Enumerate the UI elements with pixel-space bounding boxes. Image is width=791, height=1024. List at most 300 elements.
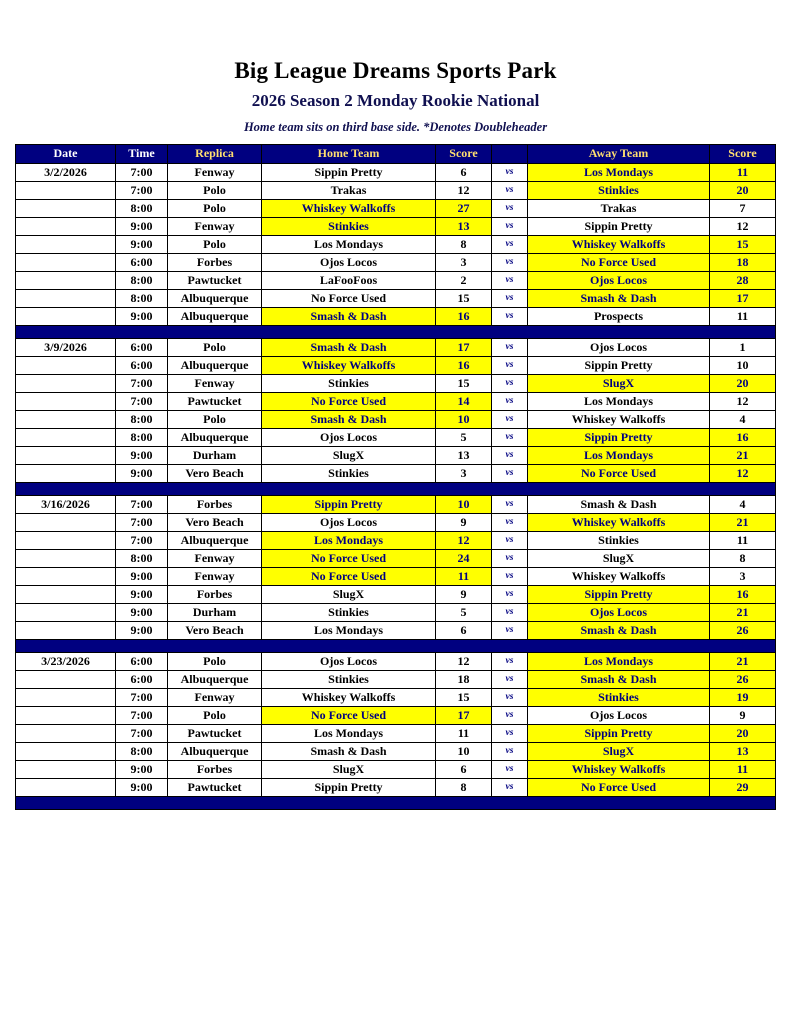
home-score-cell: 9 xyxy=(436,586,492,604)
date-cell xyxy=(16,411,116,429)
away-score-cell: 21 xyxy=(710,447,776,465)
time-cell: 9:00 xyxy=(116,761,168,779)
home-score-cell: 13 xyxy=(436,447,492,465)
home-team-cell: Stinkies xyxy=(262,671,436,689)
home-score-cell: 11 xyxy=(436,568,492,586)
vs-cell: vs xyxy=(492,357,528,375)
game-row xyxy=(16,339,776,357)
home-team-cell: Smash & Dash xyxy=(262,308,436,326)
home-score-cell: 6 xyxy=(436,164,492,182)
date-cell xyxy=(16,532,116,550)
away-score-cell: 4 xyxy=(710,411,776,429)
game-row xyxy=(16,743,776,761)
replica-cell: Forbes xyxy=(168,761,262,779)
home-team-cell: Ojos Locos xyxy=(262,254,436,272)
replica-cell: Albuquerque xyxy=(168,671,262,689)
away-score-cell: 20 xyxy=(710,182,776,200)
game-row xyxy=(16,393,776,411)
vs-cell: vs xyxy=(492,254,528,272)
vs-cell: vs xyxy=(492,532,528,550)
home-team-cell: Sippin Pretty xyxy=(262,779,436,797)
home-team-cell: Whiskey Walkoffs xyxy=(262,689,436,707)
home-team-cell: No Force Used xyxy=(262,707,436,725)
date-cell xyxy=(16,308,116,326)
home-team-cell: Ojos Locos xyxy=(262,653,436,671)
vs-cell: vs xyxy=(492,586,528,604)
column-header-home-team: Home Team xyxy=(262,145,436,164)
replica-cell: Polo xyxy=(168,411,262,429)
away-score-cell: 16 xyxy=(710,586,776,604)
vs-cell: vs xyxy=(492,496,528,514)
home-team-cell: Stinkies xyxy=(262,604,436,622)
home-team-cell: Stinkies xyxy=(262,218,436,236)
replica-cell: Vero Beach xyxy=(168,465,262,483)
home-team-cell: LaFooFoos xyxy=(262,272,436,290)
week-separator-band xyxy=(16,640,776,653)
vs-cell: vs xyxy=(492,447,528,465)
away-score-cell: 11 xyxy=(710,164,776,182)
page-title: Big League Dreams Sports Park xyxy=(234,58,557,83)
replica-cell: Vero Beach xyxy=(168,622,262,640)
week-separator xyxy=(16,483,776,496)
away-team-cell: Stinkies xyxy=(528,182,710,200)
game-row xyxy=(16,568,776,586)
home-score-cell: 5 xyxy=(436,604,492,622)
game-row xyxy=(16,653,776,671)
vs-cell: vs xyxy=(492,164,528,182)
time-cell: 7:00 xyxy=(116,164,168,182)
away-score-cell: 17 xyxy=(710,290,776,308)
column-header-time: Time xyxy=(116,145,168,164)
away-team-cell: Smash & Dash xyxy=(528,290,710,308)
away-score-cell: 26 xyxy=(710,671,776,689)
vs-cell: vs xyxy=(492,236,528,254)
away-team-cell: Whiskey Walkoffs xyxy=(528,761,710,779)
home-team-cell: Smash & Dash xyxy=(262,339,436,357)
replica-cell: Pawtucket xyxy=(168,393,262,411)
column-header-date: Date xyxy=(16,145,116,164)
away-team-cell: SlugX xyxy=(528,375,710,393)
week-separator-band xyxy=(16,326,776,339)
date-cell xyxy=(16,447,116,465)
away-score-cell: 29 xyxy=(710,779,776,797)
date-cell xyxy=(16,272,116,290)
away-team-cell: Stinkies xyxy=(528,689,710,707)
replica-cell: Polo xyxy=(168,182,262,200)
vs-cell: vs xyxy=(492,779,528,797)
time-cell: 8:00 xyxy=(116,290,168,308)
vs-cell: vs xyxy=(492,725,528,743)
vs-cell: vs xyxy=(492,308,528,326)
time-cell: 7:00 xyxy=(116,375,168,393)
replica-cell: Albuquerque xyxy=(168,308,262,326)
column-header-away-team: Away Team xyxy=(528,145,710,164)
time-cell: 9:00 xyxy=(116,568,168,586)
away-team-cell: Trakas xyxy=(528,200,710,218)
page-subtitle: 2026 Season 2 Monday Rookie National xyxy=(251,91,540,110)
vs-cell: vs xyxy=(492,393,528,411)
home-team-cell: Smash & Dash xyxy=(262,743,436,761)
away-team-cell: Los Mondays xyxy=(528,164,710,182)
home-team-cell: Whiskey Walkoffs xyxy=(262,357,436,375)
game-row xyxy=(16,308,776,326)
home-score-cell: 10 xyxy=(436,411,492,429)
time-cell: 6:00 xyxy=(116,339,168,357)
game-row xyxy=(16,429,776,447)
home-score-cell: 12 xyxy=(436,653,492,671)
vs-cell: vs xyxy=(492,218,528,236)
home-team-cell: Ojos Locos xyxy=(262,429,436,447)
home-score-cell: 17 xyxy=(436,339,492,357)
home-score-cell: 8 xyxy=(436,236,492,254)
time-cell: 6:00 xyxy=(116,653,168,671)
away-team-cell: Sippin Pretty xyxy=(528,725,710,743)
game-row xyxy=(16,761,776,779)
away-team-cell: Stinkies xyxy=(528,532,710,550)
time-cell: 9:00 xyxy=(116,465,168,483)
home-team-cell: Stinkies xyxy=(262,375,436,393)
game-row xyxy=(16,447,776,465)
page-note: Home team sits on third base side. *Denotes Doubleheader xyxy=(243,120,548,134)
time-cell: 8:00 xyxy=(116,272,168,290)
column-header-score: Score xyxy=(436,145,492,164)
game-row xyxy=(16,236,776,254)
replica-cell: Fenway xyxy=(168,550,262,568)
home-team-cell: SlugX xyxy=(262,761,436,779)
away-team-cell: Los Mondays xyxy=(528,653,710,671)
week-separator xyxy=(16,326,776,339)
home-team-cell: Whiskey Walkoffs xyxy=(262,200,436,218)
vs-cell: vs xyxy=(492,568,528,586)
home-score-cell: 27 xyxy=(436,200,492,218)
home-score-cell: 6 xyxy=(436,622,492,640)
home-score-cell: 16 xyxy=(436,357,492,375)
game-row xyxy=(16,622,776,640)
vs-cell: vs xyxy=(492,200,528,218)
away-score-cell: 7 xyxy=(710,200,776,218)
week-separator-band xyxy=(16,483,776,496)
home-score-cell: 15 xyxy=(436,375,492,393)
week-separator-band xyxy=(16,797,776,810)
date-cell xyxy=(16,707,116,725)
away-score-cell: 15 xyxy=(710,236,776,254)
vs-cell: vs xyxy=(492,339,528,357)
away-team-cell: Ojos Locos xyxy=(528,339,710,357)
game-row xyxy=(16,182,776,200)
away-score-cell: 4 xyxy=(710,496,776,514)
game-row xyxy=(16,290,776,308)
away-score-cell: 16 xyxy=(710,429,776,447)
home-score-cell: 13 xyxy=(436,218,492,236)
away-score-cell: 20 xyxy=(710,375,776,393)
away-score-cell: 21 xyxy=(710,604,776,622)
replica-cell: Polo xyxy=(168,339,262,357)
date-cell xyxy=(16,218,116,236)
home-score-cell: 18 xyxy=(436,671,492,689)
replica-cell: Durham xyxy=(168,604,262,622)
away-score-cell: 11 xyxy=(710,308,776,326)
replica-cell: Forbes xyxy=(168,254,262,272)
game-row xyxy=(16,411,776,429)
home-score-cell: 12 xyxy=(436,532,492,550)
away-team-cell: Whiskey Walkoffs xyxy=(528,411,710,429)
vs-cell: vs xyxy=(492,689,528,707)
home-team-cell: No Force Used xyxy=(262,393,436,411)
game-row xyxy=(16,707,776,725)
home-score-cell: 11 xyxy=(436,725,492,743)
time-cell: 6:00 xyxy=(116,357,168,375)
away-team-cell: No Force Used xyxy=(528,254,710,272)
vs-cell: vs xyxy=(492,411,528,429)
vs-cell: vs xyxy=(492,707,528,725)
date-cell xyxy=(16,429,116,447)
away-team-cell: Whiskey Walkoffs xyxy=(528,514,710,532)
week-separator xyxy=(16,640,776,653)
replica-cell: Fenway xyxy=(168,568,262,586)
time-cell: 7:00 xyxy=(116,689,168,707)
game-row xyxy=(16,375,776,393)
vs-cell: vs xyxy=(492,290,528,308)
time-cell: 8:00 xyxy=(116,429,168,447)
date-cell xyxy=(16,622,116,640)
home-team-cell: Los Mondays xyxy=(262,725,436,743)
time-cell: 7:00 xyxy=(116,514,168,532)
home-team-cell: No Force Used xyxy=(262,550,436,568)
home-team-cell: Smash & Dash xyxy=(262,411,436,429)
home-score-cell: 10 xyxy=(436,496,492,514)
away-score-cell: 8 xyxy=(710,550,776,568)
away-team-cell: Whiskey Walkoffs xyxy=(528,236,710,254)
date-cell xyxy=(16,375,116,393)
time-cell: 9:00 xyxy=(116,447,168,465)
date-cell xyxy=(16,357,116,375)
away-score-cell: 1 xyxy=(710,339,776,357)
vs-cell: vs xyxy=(492,653,528,671)
away-score-cell: 21 xyxy=(710,514,776,532)
time-cell: 6:00 xyxy=(116,671,168,689)
date-cell xyxy=(16,604,116,622)
time-cell: 9:00 xyxy=(116,604,168,622)
game-row xyxy=(16,550,776,568)
replica-cell: Fenway xyxy=(168,375,262,393)
column-header-score: Score xyxy=(710,145,776,164)
date-cell xyxy=(16,200,116,218)
vs-cell: vs xyxy=(492,465,528,483)
vs-cell: vs xyxy=(492,622,528,640)
home-score-cell: 15 xyxy=(436,689,492,707)
away-team-cell: Smash & Dash xyxy=(528,671,710,689)
game-row xyxy=(16,218,776,236)
week-separator xyxy=(16,797,776,810)
time-cell: 9:00 xyxy=(116,308,168,326)
date-cell xyxy=(16,393,116,411)
game-row xyxy=(16,671,776,689)
away-team-cell: Smash & Dash xyxy=(528,496,710,514)
away-team-cell: Whiskey Walkoffs xyxy=(528,568,710,586)
away-score-cell: 9 xyxy=(710,707,776,725)
date-cell xyxy=(16,689,116,707)
table-header-row xyxy=(16,145,776,164)
replica-cell: Polo xyxy=(168,200,262,218)
replica-cell: Pawtucket xyxy=(168,272,262,290)
away-team-cell: Ojos Locos xyxy=(528,604,710,622)
game-row xyxy=(16,514,776,532)
time-cell: 9:00 xyxy=(116,779,168,797)
time-cell: 8:00 xyxy=(116,550,168,568)
replica-cell: Pawtucket xyxy=(168,779,262,797)
home-team-cell: No Force Used xyxy=(262,568,436,586)
home-team-cell: Sippin Pretty xyxy=(262,496,436,514)
home-team-cell: Trakas xyxy=(262,182,436,200)
game-row xyxy=(16,604,776,622)
away-score-cell: 12 xyxy=(710,465,776,483)
away-team-cell: Los Mondays xyxy=(528,447,710,465)
replica-cell: Forbes xyxy=(168,496,262,514)
replica-cell: Fenway xyxy=(168,218,262,236)
home-score-cell: 12 xyxy=(436,182,492,200)
date-cell xyxy=(16,568,116,586)
away-score-cell: 11 xyxy=(710,761,776,779)
time-cell: 9:00 xyxy=(116,218,168,236)
replica-cell: Albuquerque xyxy=(168,532,262,550)
date-cell: 3/9/2026 xyxy=(16,339,116,357)
table-header xyxy=(16,145,776,164)
date-cell: 3/2/2026 xyxy=(16,164,116,182)
table-body xyxy=(16,164,776,810)
away-team-cell: No Force Used xyxy=(528,465,710,483)
home-score-cell: 10 xyxy=(436,743,492,761)
home-score-cell: 6 xyxy=(436,761,492,779)
away-score-cell: 26 xyxy=(710,622,776,640)
time-cell: 9:00 xyxy=(116,622,168,640)
vs-cell: vs xyxy=(492,375,528,393)
home-score-cell: 17 xyxy=(436,707,492,725)
home-score-cell: 3 xyxy=(436,465,492,483)
date-cell xyxy=(16,465,116,483)
home-score-cell: 16 xyxy=(436,308,492,326)
away-team-cell: Los Mondays xyxy=(528,393,710,411)
home-score-cell: 15 xyxy=(436,290,492,308)
game-row xyxy=(16,779,776,797)
home-score-cell: 24 xyxy=(436,550,492,568)
date-cell xyxy=(16,514,116,532)
home-score-cell: 14 xyxy=(436,393,492,411)
replica-cell: Fenway xyxy=(168,164,262,182)
date-cell xyxy=(16,182,116,200)
away-team-cell: Sippin Pretty xyxy=(528,586,710,604)
away-team-cell: SlugX xyxy=(528,550,710,568)
away-team-cell: Ojos Locos xyxy=(528,707,710,725)
column-header-vs xyxy=(492,145,528,164)
time-cell: 8:00 xyxy=(116,200,168,218)
home-score-cell: 3 xyxy=(436,254,492,272)
vs-cell: vs xyxy=(492,182,528,200)
game-row xyxy=(16,357,776,375)
replica-cell: Durham xyxy=(168,447,262,465)
date-cell: 3/16/2026 xyxy=(16,496,116,514)
date-cell xyxy=(16,290,116,308)
away-score-cell: 10 xyxy=(710,357,776,375)
home-team-cell: SlugX xyxy=(262,586,436,604)
date-cell xyxy=(16,550,116,568)
home-team-cell: SlugX xyxy=(262,447,436,465)
away-team-cell: SlugX xyxy=(528,743,710,761)
home-score-cell: 8 xyxy=(436,779,492,797)
column-header-replica: Replica xyxy=(168,145,262,164)
away-team-cell: Ojos Locos xyxy=(528,272,710,290)
home-team-cell: Sippin Pretty xyxy=(262,164,436,182)
vs-cell: vs xyxy=(492,550,528,568)
game-row xyxy=(16,586,776,604)
game-row xyxy=(16,689,776,707)
away-score-cell: 20 xyxy=(710,725,776,743)
date-cell xyxy=(16,254,116,272)
home-team-cell: No Force Used xyxy=(262,290,436,308)
game-row xyxy=(16,496,776,514)
replica-cell: Polo xyxy=(168,707,262,725)
game-row xyxy=(16,200,776,218)
home-team-cell: Stinkies xyxy=(262,465,436,483)
date-cell xyxy=(16,743,116,761)
away-team-cell: Prospects xyxy=(528,308,710,326)
replica-cell: Albuquerque xyxy=(168,290,262,308)
time-cell: 6:00 xyxy=(116,254,168,272)
game-row xyxy=(16,465,776,483)
date-cell xyxy=(16,671,116,689)
replica-cell: Fenway xyxy=(168,689,262,707)
vs-cell: vs xyxy=(492,671,528,689)
replica-cell: Polo xyxy=(168,653,262,671)
replica-cell: Vero Beach xyxy=(168,514,262,532)
game-row xyxy=(16,725,776,743)
away-score-cell: 3 xyxy=(710,568,776,586)
time-cell: 7:00 xyxy=(116,182,168,200)
time-cell: 8:00 xyxy=(116,411,168,429)
home-score-cell: 5 xyxy=(436,429,492,447)
date-cell xyxy=(16,761,116,779)
vs-cell: vs xyxy=(492,429,528,447)
home-team-cell: Los Mondays xyxy=(262,532,436,550)
time-cell: 7:00 xyxy=(116,707,168,725)
away-team-cell: Sippin Pretty xyxy=(528,357,710,375)
game-row xyxy=(16,532,776,550)
replica-cell: Albuquerque xyxy=(168,429,262,447)
time-cell: 9:00 xyxy=(116,236,168,254)
away-score-cell: 21 xyxy=(710,653,776,671)
schedule-table xyxy=(15,144,776,810)
replica-cell: Albuquerque xyxy=(168,357,262,375)
home-team-cell: Ojos Locos xyxy=(262,514,436,532)
replica-cell: Albuquerque xyxy=(168,743,262,761)
time-cell: 7:00 xyxy=(116,393,168,411)
date-cell xyxy=(16,725,116,743)
vs-cell: vs xyxy=(492,272,528,290)
time-cell: 7:00 xyxy=(116,532,168,550)
away-score-cell: 19 xyxy=(710,689,776,707)
time-cell: 7:00 xyxy=(116,496,168,514)
date-cell xyxy=(16,779,116,797)
away-score-cell: 12 xyxy=(710,218,776,236)
away-team-cell: Sippin Pretty xyxy=(528,429,710,447)
game-row xyxy=(16,254,776,272)
home-team-cell: Los Mondays xyxy=(262,622,436,640)
date-cell xyxy=(16,236,116,254)
away-team-cell: No Force Used xyxy=(528,779,710,797)
time-cell: 8:00 xyxy=(116,743,168,761)
vs-cell: vs xyxy=(492,761,528,779)
replica-cell: Pawtucket xyxy=(168,725,262,743)
time-cell: 9:00 xyxy=(116,586,168,604)
